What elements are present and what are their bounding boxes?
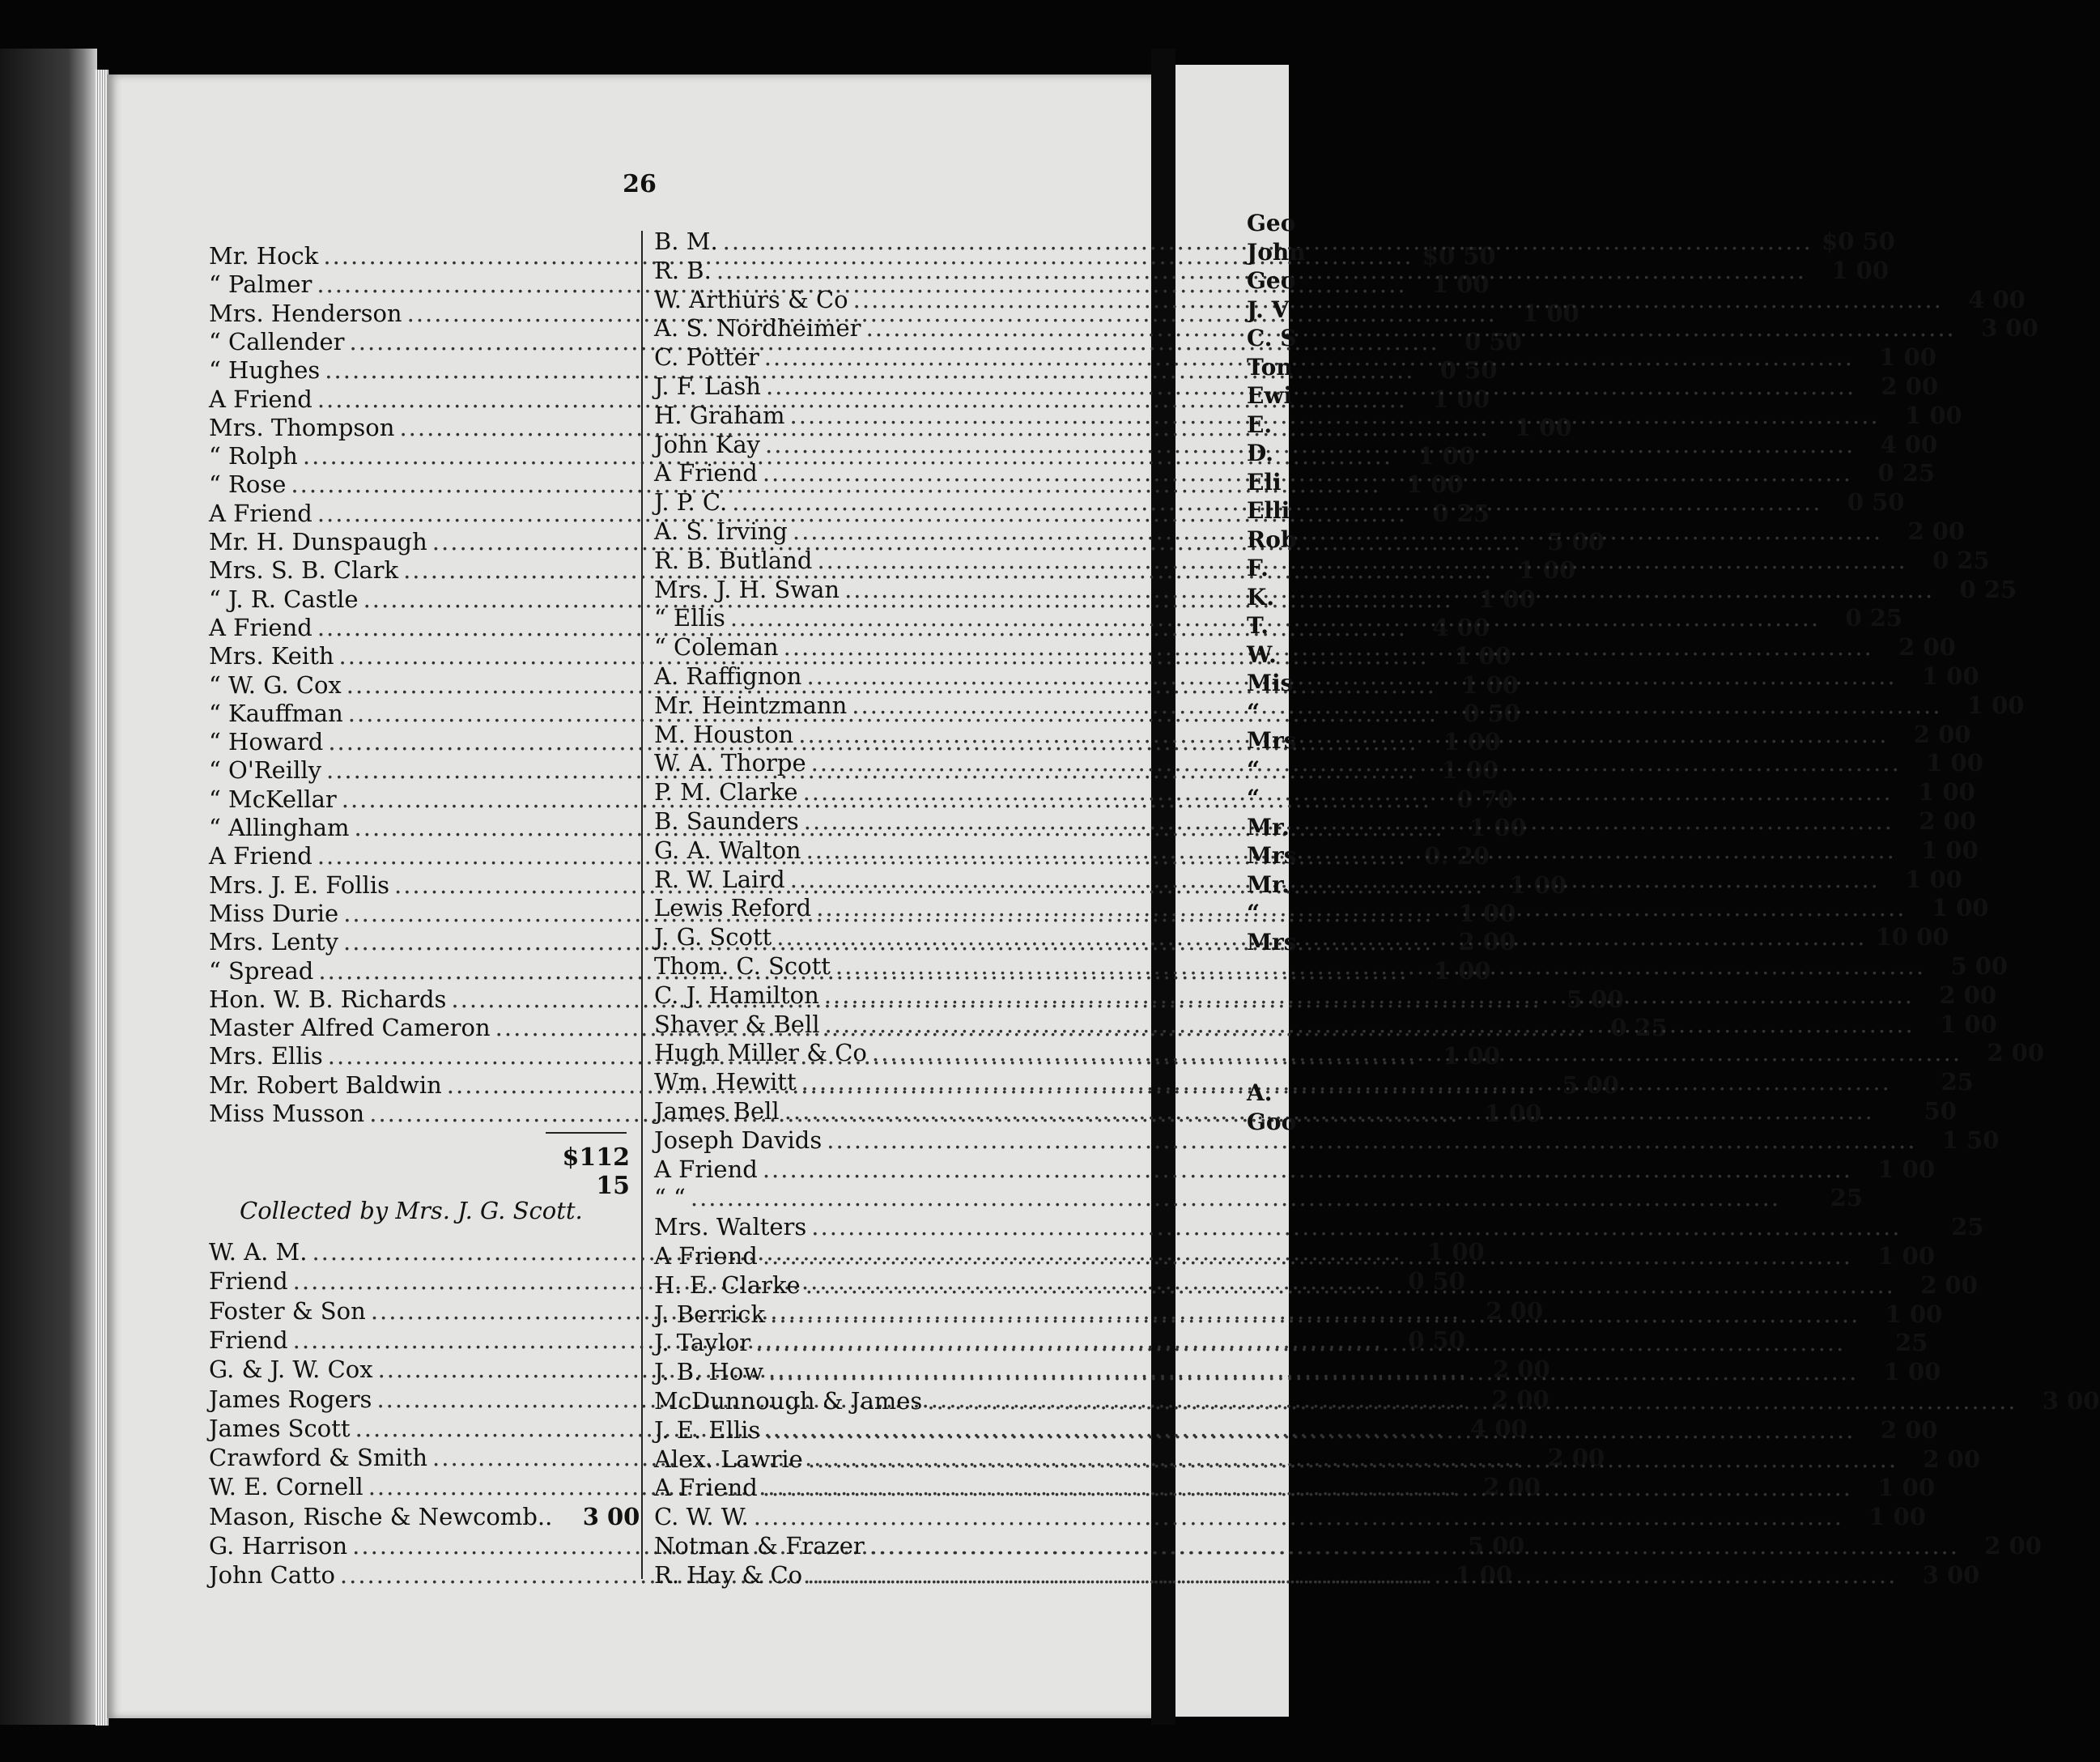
donation-amount: 1 00 (1427, 1238, 1485, 1266)
leader-dots (768, 1357, 1858, 1386)
donation-amount: 0 25 (1932, 546, 1990, 574)
donation-amount: 25 (1830, 1184, 1864, 1212)
donor-name: A Friend (654, 459, 758, 487)
donor-name: A. S. Irving (654, 517, 788, 545)
donor-name: Mason, Rische & Newcomb.. (209, 1502, 553, 1530)
donor-name: G. A. Walton (654, 836, 801, 864)
donor-name: A. Raffignon (654, 662, 802, 690)
donor-name: A Friend (209, 613, 312, 641)
leader-dots (766, 372, 1856, 401)
leader-dots (798, 720, 1888, 749)
donation-amount: 1 00 (1478, 585, 1536, 613)
donor-name: M. Houston (654, 720, 794, 748)
donor-name: A Friend (209, 499, 312, 527)
donor-name: J. E. Ellis (654, 1415, 761, 1444)
donation-amount: 1 00 (1921, 836, 1979, 864)
donor-name: Alex. Lawrie (654, 1445, 803, 1473)
leader-dots (807, 1560, 1897, 1590)
donation-amount: 1 00 (1484, 1100, 1542, 1127)
donation-amount: 0 50 (1408, 1326, 1465, 1354)
donation-amount: 2 00 (1923, 1445, 1981, 1473)
donation-amount: $0 50 (1822, 228, 1895, 255)
donor-name: A. S. Nordheimer (654, 314, 861, 343)
donation-amount: 1 00 (1868, 1503, 1926, 1531)
donation-amount: 1 00 (1441, 756, 1499, 785)
leader-dots (755, 1328, 1845, 1357)
donor-name: “ Callender (209, 327, 345, 355)
donor-name: “ Allingham (209, 814, 350, 841)
donor-entry (654, 1241, 1936, 1270)
donor-name: Wm. Hewitt (654, 1068, 797, 1096)
donor-name: James Bell (654, 1097, 780, 1125)
donor-name: R. B. (654, 256, 712, 284)
leader-dots (806, 836, 1896, 865)
donor-name: C. W. W. (654, 1503, 749, 1531)
leader-dots (754, 1502, 1843, 1531)
leader-dots (790, 401, 1880, 430)
donation-amount: 0 50 (1408, 1267, 1465, 1296)
donor-name: H. Graham (654, 401, 785, 429)
donation-amount: 25 (1941, 1068, 1974, 1096)
facing-page-fragment: Mis (1247, 670, 1294, 696)
donation-amount: 0 25 (1610, 1014, 1668, 1042)
leader-dots (770, 1300, 1860, 1329)
donor-name: Hon. W. B. Richards (209, 985, 447, 1013)
donor-entry (654, 1445, 1981, 1474)
donor-name: James Rogers (209, 1385, 372, 1413)
section-heading: Collected by Mrs. J. G. Scott. (240, 1197, 583, 1224)
donation-amount: 10 00 (1875, 923, 1949, 951)
donation-amount: 1 00 (1461, 670, 1519, 699)
donation-amount: 1 00 (1905, 401, 1962, 429)
donor-name: James Scott (209, 1414, 351, 1442)
donor-name: Thom. C. Scott (654, 952, 831, 980)
donor-name: W. A. Thorpe (654, 749, 806, 777)
donation-amount: 4 00 (1968, 285, 2026, 313)
leader-dots (803, 777, 1893, 807)
book-spine (0, 49, 97, 1725)
donor-name: Lewis Reford (654, 894, 812, 922)
donation-amount: 2 00 (1547, 1444, 1605, 1472)
donor-name: A Friend (654, 1155, 758, 1183)
donor-name: Mrs. Henderson (209, 299, 402, 327)
donor-entry (654, 1502, 1926, 1531)
donation-amount: 1 00 (1455, 1561, 1513, 1590)
leader-dots (827, 1126, 1916, 1155)
donor-name: J. F. Lash (654, 372, 761, 400)
donor-name: “ Hughes (209, 356, 321, 385)
leader-dots (776, 922, 1866, 951)
leader-dots (853, 285, 1943, 314)
donor-name: A Friend (209, 842, 312, 870)
donation-amount: 25 (1951, 1213, 1984, 1241)
donor-name: W. E. Cornell (209, 1473, 363, 1501)
facing-page-fragment: Eli (1247, 468, 1282, 496)
donor-name: John Catto (209, 1561, 335, 1590)
leader-dots (811, 748, 1901, 777)
donor-name: Mrs. Lenty (209, 928, 339, 956)
donation-amount: 2 00 (1483, 1473, 1541, 1501)
donation-amount: 1 00 (1831, 256, 1890, 284)
donor-entry (209, 1502, 640, 1531)
leader-dots (784, 632, 1873, 662)
donation-amount: 1 00 (1418, 442, 1476, 470)
facing-page-fragment: “ (1247, 785, 1260, 811)
donation-amount: 5 00 (1547, 528, 1605, 555)
donation-amount: 1 00 (1443, 728, 1501, 756)
donor-name: “ McKellar (209, 785, 337, 813)
donor-name: Mrs. J. H. Swan (654, 575, 840, 603)
donation-amount: 2 00 (1920, 1270, 1978, 1299)
leader-dots (869, 1531, 1959, 1560)
facing-page-fragment: C. S (1247, 325, 1297, 351)
donation-amount: 2 00 (1881, 372, 1939, 400)
donor-entry (654, 748, 1983, 777)
donor-name: Friend (209, 1267, 288, 1296)
donation-amount: 0 50 (1439, 356, 1498, 385)
donor-name: A Friend (209, 385, 312, 413)
donor-name: W. A. M. (209, 1238, 308, 1266)
leader-dots (765, 1415, 1855, 1445)
leader-dots (806, 1270, 1895, 1300)
donation-amount: 5 00 (1467, 1532, 1525, 1560)
facing-page-fragment: Geo (1247, 210, 1296, 236)
donor-name: Mr. Hock (209, 242, 319, 270)
facing-page-fragment: Goo (1247, 1109, 1297, 1135)
donation-amount: 5 00 (1566, 985, 1624, 1013)
donation-amount: 0. 20 (1424, 842, 1490, 870)
donation-amount: 2 00 (1987, 1039, 2045, 1067)
leader-dots (816, 893, 1906, 922)
donation-amount: 25 (1895, 1329, 1928, 1357)
donor-name: Joseph Davids (654, 1126, 823, 1154)
donation-amount: 4 00 (1432, 613, 1490, 641)
donor-name: A Friend (654, 1474, 758, 1502)
leader-dots (801, 1067, 1891, 1096)
donor-entry (654, 1212, 1984, 1241)
facing-page-fragment: E. (1247, 411, 1273, 438)
facing-page-fragment: Mr. (1247, 870, 1290, 898)
donor-name: “ Spread (209, 956, 314, 985)
donor-entry (654, 1126, 2000, 1155)
donation-amount: 0 70 (1456, 785, 1514, 813)
donation-amount: 1 00 (1433, 956, 1491, 985)
donor-name: “ J. R. Castle (209, 585, 359, 613)
donor-name: H. E. Clarke (654, 1270, 801, 1299)
donation-amount: 1 00 (1877, 1474, 1936, 1502)
facing-page-fragment: W. (1247, 641, 1277, 668)
donor-name: Miss Durie (209, 899, 339, 927)
donation-amount: 3 00 (582, 1502, 640, 1530)
donor-name: “ Howard (209, 728, 324, 756)
donor-name: “ Palmer (209, 270, 312, 299)
leader-dots (790, 865, 1880, 894)
donation-amount: 1 00 (1905, 865, 1962, 893)
donation-amount: 0 25 (1432, 499, 1490, 527)
donor-entry (654, 1183, 1864, 1212)
donor-name: “ W. G. Cox (209, 670, 342, 699)
donation-amount: 0 50 (1464, 327, 1522, 355)
donation-amount: 1 00 (1966, 691, 2025, 719)
donation-amount: 2 00 (1492, 1385, 1549, 1413)
donation-amount: 4 00 (1880, 430, 1938, 458)
donation-amount: 1 00 (1918, 778, 1975, 807)
leader-dots (691, 1183, 1780, 1212)
donation-amount: 3 00 (2042, 1387, 2100, 1415)
leader-dots (852, 691, 1941, 720)
donor-name: R. W. Laird (654, 865, 785, 893)
leader-dots (806, 662, 1896, 691)
donor-name: Master Alfred Cameron (209, 1014, 491, 1042)
donor-name: J. Taylor (654, 1329, 751, 1357)
facing-page-fragment: Geo (1247, 267, 1296, 294)
donor-name: C. Potter (654, 343, 759, 372)
donation-amount: 1 00 (1431, 270, 1490, 299)
donor-name: Crawford & Smith (209, 1444, 428, 1472)
facing-page-fragment: T. (1247, 612, 1269, 639)
donation-amount: 1 00 (1926, 749, 1983, 777)
donation-amount: 2 00 (1913, 720, 1971, 748)
leader-dots (808, 1445, 1898, 1474)
facing-page-fragment: D. (1247, 440, 1274, 466)
facing-page-fragment: John (1247, 238, 1306, 266)
facing-page-fragment: J. V (1247, 296, 1290, 323)
donor-name: Miss Musson (209, 1100, 365, 1127)
donor-name: B. Saunders (654, 807, 799, 835)
donor-name: Mrs. Walters (654, 1213, 807, 1241)
leader-dots (844, 575, 1934, 604)
donor-name: P. M. Clarke (654, 778, 798, 807)
donor-name: Mr. Robert Baldwin (209, 1070, 442, 1099)
donation-amount: 4 00 (1470, 1414, 1528, 1442)
leader-dots (811, 1212, 1901, 1241)
leader-dots (817, 546, 1907, 575)
donation-amount: 0 25 (1845, 604, 1903, 632)
donor-name: R. B. Butland (654, 546, 813, 574)
donor-name: J. P. C. (654, 488, 728, 517)
donation-amount: 1 00 (1877, 1155, 1936, 1183)
donor-name: J. B. How (654, 1358, 764, 1386)
page-number: 26 (623, 170, 657, 198)
leader-dots (765, 430, 1855, 459)
donation-amount: $0 50 (1422, 242, 1496, 270)
donation-amount: 1 00 (1405, 470, 1464, 499)
donation-amount: 1 00 (1509, 870, 1567, 899)
facing-page-fragment: A. (1247, 1079, 1273, 1106)
donor-name: B. M. (654, 228, 718, 255)
donation-amount: 1 00 (1469, 814, 1527, 841)
facing-page-fragment: Ewi (1247, 382, 1293, 409)
donation-amount: 2 00 (1919, 807, 1976, 835)
leader-dots (927, 1386, 2017, 1415)
donation-amount: 2 00 (1939, 981, 1997, 1009)
donation-amount: 2 00 (1486, 1296, 1544, 1325)
donation-amount: 3 00 (1981, 314, 2038, 343)
donor-name: “ Kauffman (209, 699, 343, 727)
leader-dots (872, 1038, 1962, 1067)
donation-amount: 1 00 (1432, 385, 1490, 413)
donation-amount: 5 00 (1950, 952, 2009, 980)
donation-amount: 3 00 (1922, 1560, 1980, 1589)
donor-name: “ “ (654, 1184, 686, 1212)
donor-name: “ Ellis (654, 604, 725, 632)
donation-amount: 1 50 (1941, 1126, 2000, 1154)
leader-dots (784, 1096, 1874, 1126)
donor-name: Mr. H. Dunspaugh (209, 528, 427, 555)
donation-amount: 2 00 (1458, 928, 1516, 956)
donor-name: Mrs. Keith (209, 642, 334, 670)
donor-name: McDunnough & James (654, 1387, 923, 1415)
donation-amount: 5 00 (1562, 1070, 1619, 1099)
donor-name: Mrs. J. E. Follis (209, 870, 389, 899)
donation-amount: 2 00 (1984, 1532, 2042, 1560)
leader-dots (793, 517, 1882, 546)
donor-entry (654, 893, 1989, 922)
donation-amount: 1 00 (1443, 1042, 1500, 1070)
facing-page-fragment: Ton (1247, 353, 1293, 381)
facing-page-fragment: Mrs (1247, 842, 1297, 869)
donation-amount: 1 00 (1940, 1010, 1997, 1038)
donor-name: Friend (209, 1326, 288, 1354)
donor-entry (654, 1155, 1936, 1184)
donor-name: G. & J. W. Cox (209, 1356, 373, 1384)
donation-amount: 0 25 (1877, 459, 1936, 487)
donation-amount: 1 00 (1922, 662, 1979, 690)
donor-name: Foster & Son (209, 1296, 366, 1325)
donation-amount: 50 (1924, 1097, 1957, 1125)
donation-amount: 1 00 (1454, 642, 1511, 670)
donor-name: Shaver & Bell (654, 1010, 820, 1038)
donor-name: Mrs. Ellis (209, 1042, 323, 1070)
facing-page-fragment: “ (1247, 755, 1260, 783)
donation-amount: 0 50 (1847, 488, 1905, 517)
donor-name: Hugh Miller & Co (654, 1039, 867, 1067)
donor-name: C. J. Hamilton (654, 981, 819, 1009)
donation-amount: 1 00 (1885, 1300, 1943, 1328)
donation-amount: 2 00 (1493, 1356, 1550, 1384)
leader-dots (763, 1473, 1852, 1502)
donor-name: “ O'Reilly (209, 756, 321, 785)
donation-amount: 1 00 (1879, 343, 1936, 372)
donation-amount: 1 00 (1931, 894, 1989, 922)
donor-name: Mrs. Thompson (209, 413, 395, 441)
donor-name: John Kay (654, 430, 760, 458)
leader-dots (764, 343, 1854, 372)
leader-dots (763, 458, 1852, 487)
facing-page-fragment: K. (1247, 583, 1275, 611)
leader-dots (866, 313, 1956, 343)
donation-amount: 2 00 (1907, 517, 1966, 545)
facing-page-fragment: Mr. (1247, 813, 1290, 841)
donor-name: Mr. Heintzmann (654, 691, 848, 719)
facing-page-fragment: “ (1247, 698, 1260, 726)
leader-dots (824, 981, 1914, 1010)
donation-amount: 2 00 (1880, 1415, 1938, 1444)
leader-dots (763, 1241, 1852, 1270)
donor-entry (654, 401, 1962, 430)
donor-name: A Friend (654, 1242, 758, 1270)
facing-page-fragment: Elli (1247, 497, 1290, 524)
donation-amount: 0 50 (1463, 699, 1520, 727)
donor-name: Mrs. S. B. Clark (209, 556, 399, 585)
leader-dots (825, 1010, 1915, 1039)
donation-amount: 1 00 (1518, 556, 1576, 585)
leader-dots (763, 1155, 1852, 1184)
donor-name: Notman & Frazer (654, 1532, 865, 1560)
leader-dots (835, 951, 1925, 981)
facing-page-fragment: Mrs (1247, 727, 1297, 754)
donor-name: J. G. Scott (654, 923, 772, 951)
donation-amount: 0 25 (1959, 575, 2017, 603)
facing-page-fragment: “ (1247, 900, 1260, 926)
donor-name: G. Harrison (209, 1532, 348, 1560)
donation-amount: 1 00 (1877, 1242, 1936, 1270)
facing-page-fragment: Mrs (1247, 928, 1297, 955)
left-total: $112 15 (562, 1143, 630, 1200)
donor-name: W. Arthurs & Co (654, 285, 848, 313)
donation-amount: 1 00 (1522, 299, 1579, 327)
facing-page-fragment: F. (1247, 555, 1269, 581)
facing-page-fragment: Rob (1247, 526, 1297, 553)
donation-amount: 1 00 (1883, 1358, 1941, 1386)
leader-dots (804, 807, 1894, 836)
donor-name: J. Berrick (654, 1300, 766, 1328)
donation-amount: 2 00 (1898, 633, 1956, 662)
donor-name: “ Rolph (209, 442, 298, 470)
donation-amount: 1 00 (1515, 413, 1572, 441)
donor-name: R. Hay & Co (654, 1560, 803, 1589)
total-rule (546, 1132, 627, 1134)
donor-name: “ Coleman (654, 633, 779, 662)
donation-amount: 1 00 (1458, 899, 1516, 927)
donor-name: “ Rose (209, 470, 287, 499)
